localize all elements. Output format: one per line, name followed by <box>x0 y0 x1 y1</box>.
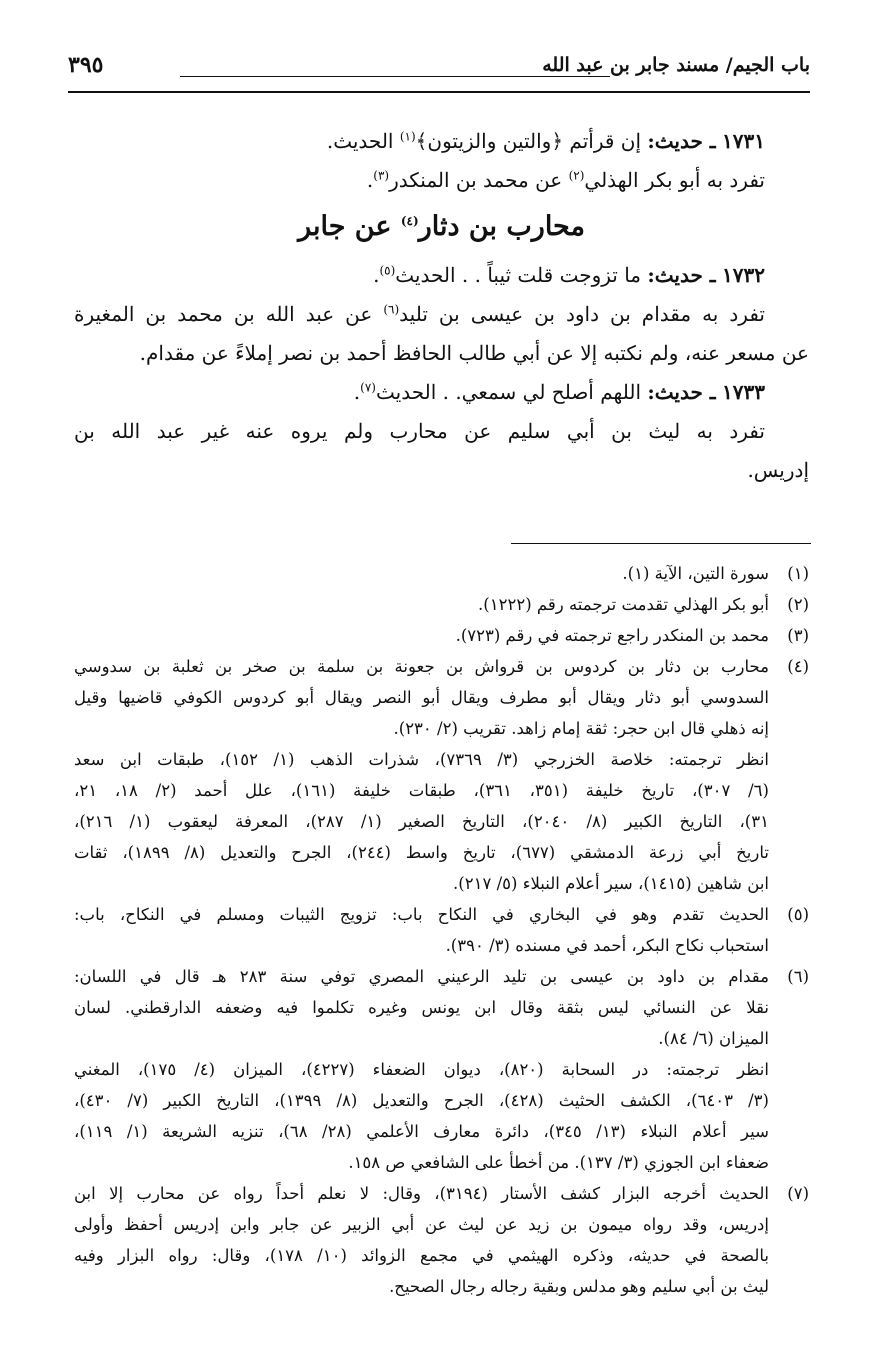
footnote-line: ابن شاهين (١٤١٥)، سير أعلام النبلاء (٥/ ٢١٧). <box>453 874 769 893</box>
footnote-ref[interactable]: (٤) <box>400 214 419 228</box>
footnote-line: استحباب نكاح البكر، أحمد في مسنده (٣/ ٣٩٠). <box>445 936 769 955</box>
footnote-line: تاريخ أبي زرعة الدمشقي (٦٧٧)، تاريخ واسط (٢٤٤)، الجرح والتعديل (٨/ ١٨٩٩)، ثقات <box>74 843 769 862</box>
hadith-1732-note-line2: عن مسعر عنه، ولم نكتبه إلا عن أبي طالب الحافظ أحمد بن نصر إملاءً عن مقدام. <box>139 341 809 365</box>
footnote-text <box>74 961 769 1054</box>
footnote-line: السدوسي أبو دثار ويقال أبو مطرف ويقال أبو النصر ويقال أبو كردوس الكوفي قاضيها وقيل <box>74 688 769 707</box>
running-header <box>68 52 810 88</box>
footnote-line: (٦/ ٣٠٧)، تاريخ خليفة (٣٥١، ٣٦١)، طبقات خليفة (١٦١)، علل أحمد (٢/ ١٨، ٢١، <box>74 781 769 800</box>
footnote-text <box>74 899 769 961</box>
footnote-line: ليث بن أبي سليم وهو مدلس وبقية رجاله رجال الصحيح. <box>389 1277 769 1296</box>
footnote-line: الميزان (٦/ ٨٤). <box>658 1029 769 1048</box>
footnote-line: ٣١)، التاريخ الكبير (٨/ ٢٠٤٠)، التاريخ الصغير (١/ ٢٨٧)، المعرفة ليعقوب (١/ ٢١٦)، <box>74 812 769 831</box>
footnote-1 <box>74 558 809 589</box>
footnote-sources <box>74 744 809 899</box>
footnote-line: انظر ترجمته: در السحابة (٨٢٠)، ديوان الضعفاء (٤٢٢٧)، الميزان (٤/ ١٧٥)، المغني <box>74 1060 769 1079</box>
footnote-line: نقلا عن النسائي ليس بثقة وقال ابن يونس وغيره تكلموا فيه وضعفه الدارقطني. لسان <box>74 998 769 1017</box>
footnote-mark: (٦) <box>787 967 809 986</box>
footnote-line: محارب بن دثار بن كردوس بن قرواش بن جعونة بن سلمة بن صخر بن ثعلبة بن سدوسي <box>74 657 769 676</box>
footnote-ref[interactable]: (٣) <box>373 168 390 183</box>
footnote-mark: (٢) <box>787 595 809 614</box>
footnote-4 <box>74 651 809 744</box>
hadith-1733-note-line2: إدريس. <box>747 458 809 482</box>
header-line <box>180 76 610 77</box>
hadith-1733: ١٧٣٣ ـ حديث: اللهم أصلح لي سمعي. . الحديث$^{(٧)}$. <box>353 380 765 404</box>
footnote-ref[interactable]: (٦) <box>383 302 400 317</box>
header-title: باب الجيم/ مسند جابر بن عبد الله <box>542 54 810 76</box>
footnote-line: (٣/ ٦٤٠٣)، الكشف الحثيث (٤٢٨)، الجرح والتعديل (٨/ ١٣٩٩)، التاريخ الكبير (٧/ ٤٣٠)، <box>74 1091 769 1110</box>
footnote-6 <box>74 961 809 1054</box>
footnote-ref[interactable]: (٢) <box>568 168 585 183</box>
footnote-line: سير أعلام النبلاء (١٣/ ٣٤٥)، دائرة معارف الأعلمي (٢٨/ ٦٨)، تنزيه الشريعة (١/ ١١٩)، <box>74 1122 769 1141</box>
footnote-ref[interactable]: (١) <box>399 129 416 144</box>
footnote-text <box>74 1178 769 1302</box>
hadith-1731-note: تفرد به أبو بكر الهذلي$^{(٢)}$ عن محمد بن المنكدر$^{(٣)}$. <box>366 168 765 192</box>
footnote-text <box>74 651 769 744</box>
footnote-7 <box>74 1178 809 1302</box>
footnote-line: الحديث أخرجه البزار كشف الأستار (٣١٩٤)، وقال: لا نعلم أحداً رواه عن محارب إلا ابن <box>74 1184 769 1203</box>
page-number: ٣٩٥ <box>68 52 104 78</box>
footnote-3 <box>74 620 809 651</box>
footnotes <box>74 558 809 1302</box>
footnote-line: أبو بكر الهذلي تقدمت ترجمته رقم (١٢٢٢). <box>478 595 769 614</box>
footnote-line: الحديث تقدم وهو في البخاري في النكاح باب: تزويج الثيبات ومسلم في النكاح، باب: <box>74 905 769 924</box>
header-rule <box>68 91 810 93</box>
hadith-1733-note-line1: تفرد به ليث بن أبي سليم عن محارب ولم يروه عنه غير عبد الله بن <box>74 419 765 443</box>
footnote-line: مقدام بن داود بن عيسى بن تليد الرعيني المصري توفي سنة ٢٨٣ هـ قال في اللسان: <box>74 967 769 986</box>
footnote-line: ضعفاء ابن الجوزي (٣/ ١٣٧). من أخطأ على الشافعي ص ١٥٨. <box>348 1153 769 1172</box>
footnote-5 <box>74 899 809 961</box>
footnote-sources <box>74 1054 809 1178</box>
hadith-1732: ١٧٣٢ ـ حديث: ما تزوجت قلت ثيباً . . الحديث$^{(٥)}$. <box>373 263 765 287</box>
footnote-ref[interactable]: (٥) <box>379 263 396 278</box>
footnote-line: سورة التين، الآية (١). <box>622 564 769 583</box>
footnote-mark: (٤) <box>787 657 809 676</box>
footnote-ref[interactable]: (٧) <box>360 380 376 395</box>
footnote-mark: (٥) <box>787 905 809 924</box>
footnote-text <box>74 620 769 651</box>
hadith-1731: ١٧٣١ ـ حديث: إن قرأتم ﴿والتين والزيتون﴾$^{(١)}$ الحديث. <box>326 129 765 153</box>
footnote-mark: (٧) <box>787 1184 809 1203</box>
footnote-mark: (١) <box>787 564 809 583</box>
footnote-line: إدريس، وقد رواه ميمون بن زيد عن ليث عن أبي الزبير عن جابر وابن إدريس أحفظ وأولى <box>74 1215 769 1234</box>
footnote-text <box>74 589 769 620</box>
hadith-1732-note-line1: تفرد به مقدام بن داود بن عيسى بن تليد$^{(٦)}$ عن عبد الله بن محمد بن المغيرة <box>74 302 765 326</box>
footnote-line: بالصحة في حديثه، وذكره الهيثمي في مجمع الزوائد (١٠/ ١٧٨)، وقال: رواه البزار وفيه <box>74 1246 770 1265</box>
footnote-line: انظر ترجمته: خلاصة الخزرجي (٣/ ٧٣٦٩)، شذرات الذهب (١/ ١٥٢)، طبقات ابن سعد <box>74 750 770 769</box>
footnote-line: إنه ذهلي قال ابن حجر: ثقة إمام زاهد. تقريب (٢/ ٢٣٠). <box>393 719 769 738</box>
footnote-separator <box>511 543 811 544</box>
main-text <box>74 122 809 490</box>
footnote-line: محمد بن المنكدر راجع ترجمته في رقم (٧٢٣). <box>455 626 769 645</box>
footnote-text <box>74 558 769 589</box>
footnote-mark: (٣) <box>787 626 809 645</box>
section-title: محارب بن دثار$^{(٤)}$ عن جابر <box>298 211 585 242</box>
footnote-2 <box>74 589 809 620</box>
